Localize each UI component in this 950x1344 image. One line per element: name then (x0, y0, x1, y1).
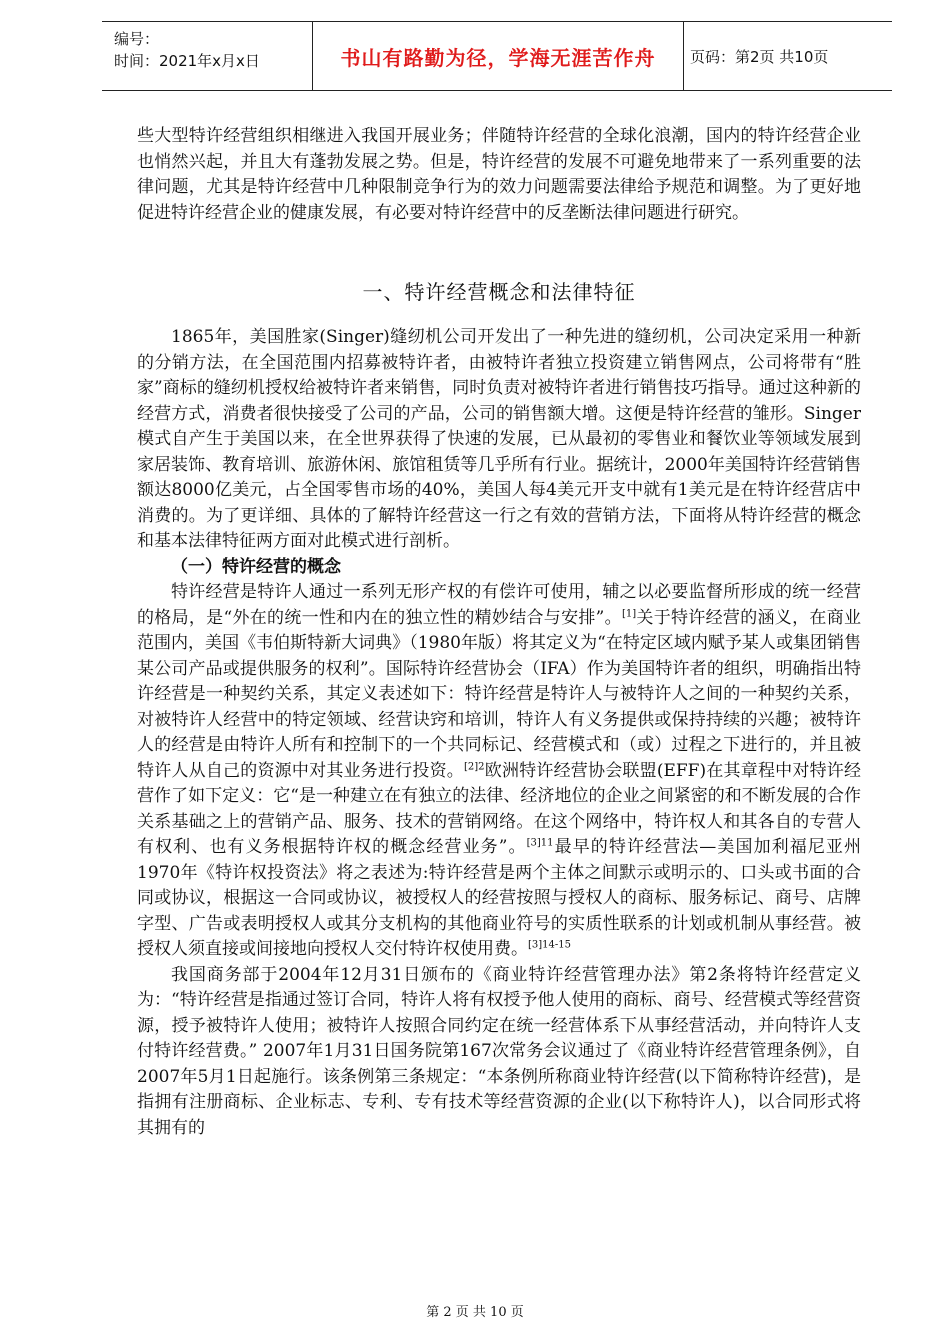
concept-text-1: 特许经营是特许人通过一系列无形产权的有偿许可使用，辅之以必要监督所形成的统一经营的格局，是“外在的统一性和内在的独立性的精妙结合与安排”。 (137, 582, 861, 628)
citation-2: [2]2 (464, 760, 485, 772)
header-page-info: 页码：第2页 共10页 (690, 47, 829, 66)
citation-3: [3]11 (526, 837, 554, 849)
history-paragraph: 1865年，美国胜家(Singer)缝纫机公司开发出了一种先进的缝纫机，公司决定采用一种新的分销方法，在全国范围内招募被特许者，由被特许者独立投资建立销售网点，公司将带有“胜家”商标的缝纫机授权给被特许者来销售，同时负责对被特许者进行销售技巧指导。通过这种新的经营方式，消费者很快接受了公司的产品，公司的销售额大增。这便是特许经营的雏形。Singer模式自产生于美国以来，在全世界获得了快速的发展，已从最初的零售业和餐饮业等领域发展到家居装饰、教育培训、旅游休闲、旅馆租赁等几乎所有行业。据统计，2000年美国特许经营销售额达8000亿美元，占全国零售市场的40%，美国人每4美元开支中就有1美元是在特许经营店中消费的。为了更详细、具体的了解特许经营这一行之有效的营销方法，下面将从特许经营的概念和基本法律特征两方面对此模式进行剖析。 (137, 327, 861, 551)
concept-text-2: 关于特许经营的涵义，在商业范围内，美国《韦伯斯特新大词典》（1980年版）将其定义为“在特定区域内赋予某人或集团销售某公司产品或提供服务的权利”。国际特许经营协会（IFA）作为美国特许者的组织，明确指出特许经营是一种契约关系，其定义表述如下：特许经营是特许人与被特许人之间的一种契约关系，对被特许人经营中的特定领域、经营诀窍和培训，特许人有义务提供或保持持续的兴趣；被特许人的经营是由特许人所有和控制下的一个共同标记、经营模式和（或）过程之下进行的，并且被特许人从自己的资源中对其业务进行投资。 (137, 607, 861, 781)
intro-paragraph: 些大型特许经营组织相继进入我国开展业务；伴随特许经营的全球化浪潮，国内的特许经营企业也悄然兴起，并且大有蓬勃发展之势。但是，特许经营的发展不可避免地带来了一系列重要的法律问题，尤其是特许经营中几种限制竞争行为的效力问题需要法律给予规范和调整。为了更好地促进特许经营企业的健康发展，有必要对特许经营中的反垄断法律问题进行研究。 (137, 126, 861, 223)
citation-1: [1] (621, 607, 637, 619)
document-date: 时间：2021年x月x日 (114, 52, 260, 70)
regulation-paragraph: 我国商务部于2004年12月31日颁布的《商业特许经营管理办法》第2条将特许经营定义为：“特许经营是指通过签订合同，特许人将有权授予他人使用的商标、商号、经营模式等经营资源，授予被特许人使用；被特许人按照合同约定在统一经营体系下从事经营活动，并向特许人支付特许经营费。” 2007年1月31日国务院第167次常务会议通过了《商业特许经营管理条例》，自2007年5月1日起施行。该条例第三条规定：“本条例所称商业特许经营(以下简称特许经营)，是指拥有注册商标、企业标志、专利、专有技术等经营资源的企业(以下称特许人)，以合同形式将其拥有的 (137, 964, 861, 1138)
document-number-label: 编号： (114, 30, 160, 48)
section-title: 一、特许经营概念和法律特征 (362, 280, 636, 304)
citation-4: [3]14-15 (528, 939, 571, 951)
header-meta (102, 22, 313, 90)
concept-text-3: 欧洲特许经营协会联盟(EFF)在其章程中对特许经营作了如下定义：它“是一种建立在有独立的法律、经济地位的企业之间紧密的和不断发展的合作关系基础之上的营销产品、服务、技术的营销网络。在这个网络中，特许权人和其各自的专营人有权利、也有义务根据特许权的概念经营业务”。 (137, 760, 862, 857)
document-body (137, 124, 861, 1141)
concept-paragraph (137, 580, 861, 963)
page-footer: 第 2 页 共 10 页 (426, 1305, 524, 1320)
concept-text-4: 最早的特许经营法—美国加利福尼亚州1970年《特许权投资法》将之表述为:特许经营是两个主体之间默示或明示的、口头或书面的合同或协议，根据这一合同或协议，被授权人的经营按照与授权人的商标、服务标记、商号、店牌字型、广告或表明授权人或其分支机构的其他商业符号的实质性联系的计划或机制从事经营。被授权人须直接或间接地向授权人交付特许权使用费。 (137, 837, 861, 959)
header-motto: 书山有路勤为径，学海无涯苦作舟 (313, 22, 684, 90)
page-header (102, 21, 892, 91)
subsection-title: （一）特许经营的概念 (171, 556, 341, 577)
